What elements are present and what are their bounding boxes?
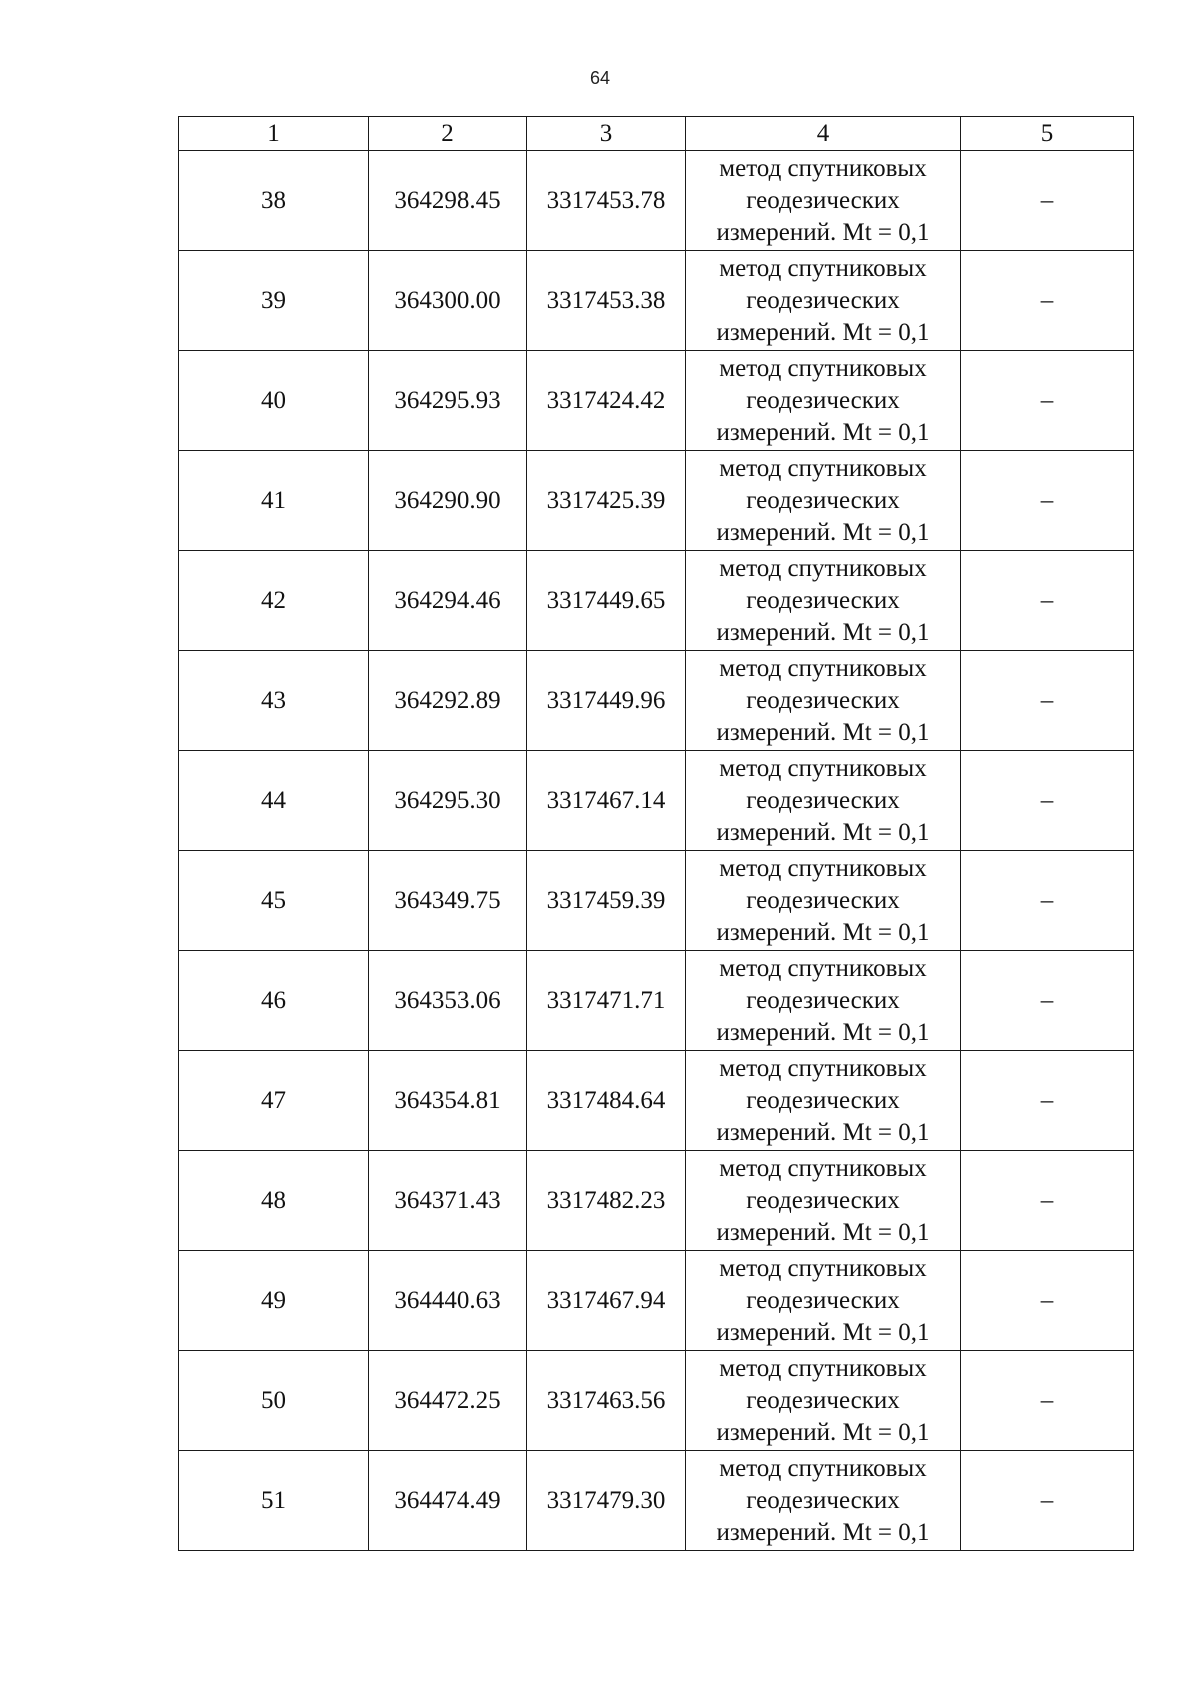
method-cell [686, 351, 961, 451]
page-number: 64 [589, 68, 611, 88]
method-line-3: измерений. Mt = 0,1 [716, 1418, 930, 1446]
note-cell: – [961, 251, 1134, 351]
coordinates-table [178, 116, 1134, 1551]
table-row [179, 451, 1134, 551]
method-line-2: геодезических [746, 1286, 900, 1314]
note-cell: – [961, 1151, 1134, 1251]
note-cell: – [961, 451, 1134, 551]
table-row [179, 1151, 1134, 1251]
header-col-3: 3 [527, 117, 686, 151]
header-row [179, 117, 1134, 151]
method-line-2: геодезических [746, 986, 900, 1014]
x-coordinate-cell: 364292.89 [369, 651, 527, 751]
method-line-1: метод спутниковых [719, 654, 927, 682]
method-line-1: метод спутниковых [719, 254, 927, 282]
x-coordinate-cell: 364294.46 [369, 551, 527, 651]
method-line-1: метод спутниковых [719, 154, 927, 182]
table-row [179, 351, 1134, 451]
method-line-1: метод спутниковых [719, 454, 927, 482]
method-line-2: геодезических [746, 186, 900, 214]
y-coordinate-cell: 3317424.42 [527, 351, 686, 451]
y-coordinate-cell: 3317463.56 [527, 1351, 686, 1451]
y-coordinate-cell: 3317459.39 [527, 851, 686, 951]
point-number-cell: 44 [179, 751, 369, 851]
y-coordinate-cell: 3317449.65 [527, 551, 686, 651]
note-cell: – [961, 351, 1134, 451]
method-line-3: измерений. Mt = 0,1 [716, 318, 930, 346]
method-line-3: измерений. Mt = 0,1 [716, 1218, 930, 1246]
method-line-3: измерений. Mt = 0,1 [716, 618, 930, 646]
point-number-cell: 43 [179, 651, 369, 751]
method-line-3: измерений. Mt = 0,1 [716, 718, 930, 746]
method-line-1: метод спутниковых [719, 954, 927, 982]
x-coordinate-cell: 364371.43 [369, 1151, 527, 1251]
y-coordinate-cell: 3317453.78 [527, 151, 686, 251]
method-line-3: измерений. Mt = 0,1 [716, 1018, 930, 1046]
method-line-1: метод спутниковых [719, 1154, 927, 1182]
table-row [179, 651, 1134, 751]
x-coordinate-cell: 364295.93 [369, 351, 527, 451]
point-number-cell: 42 [179, 551, 369, 651]
table-row [179, 251, 1134, 351]
y-coordinate-cell: 3317467.14 [527, 751, 686, 851]
table-row [179, 951, 1134, 1051]
method-line-1: метод спутниковых [719, 554, 927, 582]
method-cell [686, 451, 961, 551]
method-line-1: метод спутниковых [719, 1454, 927, 1482]
method-cell [686, 1451, 961, 1551]
note-cell: – [961, 1051, 1134, 1151]
point-number-cell: 45 [179, 851, 369, 951]
x-coordinate-cell: 364349.75 [369, 851, 527, 951]
point-number-cell: 48 [179, 1151, 369, 1251]
method-line-1: метод спутниковых [719, 1254, 927, 1282]
method-line-2: геодезических [746, 686, 900, 714]
y-coordinate-cell: 3317453.38 [527, 251, 686, 351]
method-line-2: геодезических [746, 486, 900, 514]
header-col-4: 4 [686, 117, 961, 151]
method-line-2: геодезических [746, 386, 900, 414]
x-coordinate-cell: 364300.00 [369, 251, 527, 351]
point-number-cell: 40 [179, 351, 369, 451]
method-line-3: измерений. Mt = 0,1 [716, 418, 930, 446]
method-cell [686, 251, 961, 351]
method-cell [686, 151, 961, 251]
point-number-cell: 41 [179, 451, 369, 551]
x-coordinate-cell: 364290.90 [369, 451, 527, 551]
method-line-3: измерений. Mt = 0,1 [716, 518, 930, 546]
method-line-1: метод спутниковых [719, 854, 927, 882]
point-number-cell: 49 [179, 1251, 369, 1351]
point-number-cell: 46 [179, 951, 369, 1051]
x-coordinate-cell: 364353.06 [369, 951, 527, 1051]
table-row [179, 851, 1134, 951]
note-cell: – [961, 151, 1134, 251]
table-row [179, 751, 1134, 851]
x-coordinate-cell: 364295.30 [369, 751, 527, 851]
method-cell [686, 551, 961, 651]
point-number-cell: 50 [179, 1351, 369, 1451]
y-coordinate-cell: 3317479.30 [527, 1451, 686, 1551]
y-coordinate-cell: 3317467.94 [527, 1251, 686, 1351]
table-row [179, 1451, 1134, 1551]
table-row [179, 1051, 1134, 1151]
method-line-3: измерений. Mt = 0,1 [716, 818, 930, 846]
point-number-cell: 47 [179, 1051, 369, 1151]
method-line-2: геодезических [746, 1186, 900, 1214]
note-cell: – [961, 1351, 1134, 1451]
header-col-2: 2 [369, 117, 527, 151]
x-coordinate-cell: 364440.63 [369, 1251, 527, 1351]
note-cell: – [961, 951, 1134, 1051]
note-cell: – [961, 1251, 1134, 1351]
method-line-2: геодезических [746, 286, 900, 314]
method-cell [686, 1051, 961, 1151]
method-line-2: геодезических [746, 1086, 900, 1114]
method-cell [686, 651, 961, 751]
x-coordinate-cell: 364474.49 [369, 1451, 527, 1551]
y-coordinate-cell: 3317471.71 [527, 951, 686, 1051]
method-line-3: измерений. Mt = 0,1 [716, 218, 930, 246]
method-line-3: измерений. Mt = 0,1 [716, 1518, 930, 1546]
note-cell: – [961, 751, 1134, 851]
y-coordinate-cell: 3317482.23 [527, 1151, 686, 1251]
method-line-2: геодезических [746, 886, 900, 914]
note-cell: – [961, 651, 1134, 751]
method-line-1: метод спутниковых [719, 1354, 927, 1382]
method-cell [686, 1251, 961, 1351]
note-cell: – [961, 1451, 1134, 1551]
table-row [179, 1351, 1134, 1451]
y-coordinate-cell: 3317449.96 [527, 651, 686, 751]
method-line-2: геодезических [746, 786, 900, 814]
table-body [179, 151, 1134, 1551]
method-line-1: метод спутниковых [719, 354, 927, 382]
y-coordinate-cell: 3317484.64 [527, 1051, 686, 1151]
y-coordinate-cell: 3317425.39 [527, 451, 686, 551]
table-header [179, 117, 1134, 151]
point-number-cell: 39 [179, 251, 369, 351]
method-cell [686, 851, 961, 951]
point-number-cell: 38 [179, 151, 369, 251]
method-cell [686, 951, 961, 1051]
method-line-2: геодезических [746, 1386, 900, 1414]
x-coordinate-cell: 364298.45 [369, 151, 527, 251]
header-col-5: 5 [961, 117, 1134, 151]
method-line-2: геодезических [746, 586, 900, 614]
table-row [179, 151, 1134, 251]
note-cell: – [961, 551, 1134, 651]
note-cell: – [961, 851, 1134, 951]
x-coordinate-cell: 364472.25 [369, 1351, 527, 1451]
table-row [179, 1251, 1134, 1351]
method-line-3: измерений. Mt = 0,1 [716, 1318, 930, 1346]
method-cell [686, 1151, 961, 1251]
method-line-1: метод спутниковых [719, 1054, 927, 1082]
method-line-1: метод спутниковых [719, 754, 927, 782]
method-line-3: измерений. Mt = 0,1 [716, 1118, 930, 1146]
table-row [179, 551, 1134, 651]
method-cell [686, 1351, 961, 1451]
method-line-2: геодезических [746, 1486, 900, 1514]
x-coordinate-cell: 364354.81 [369, 1051, 527, 1151]
method-cell [686, 751, 961, 851]
method-line-3: измерений. Mt = 0,1 [716, 918, 930, 946]
point-number-cell: 51 [179, 1451, 369, 1551]
header-col-1: 1 [179, 117, 369, 151]
